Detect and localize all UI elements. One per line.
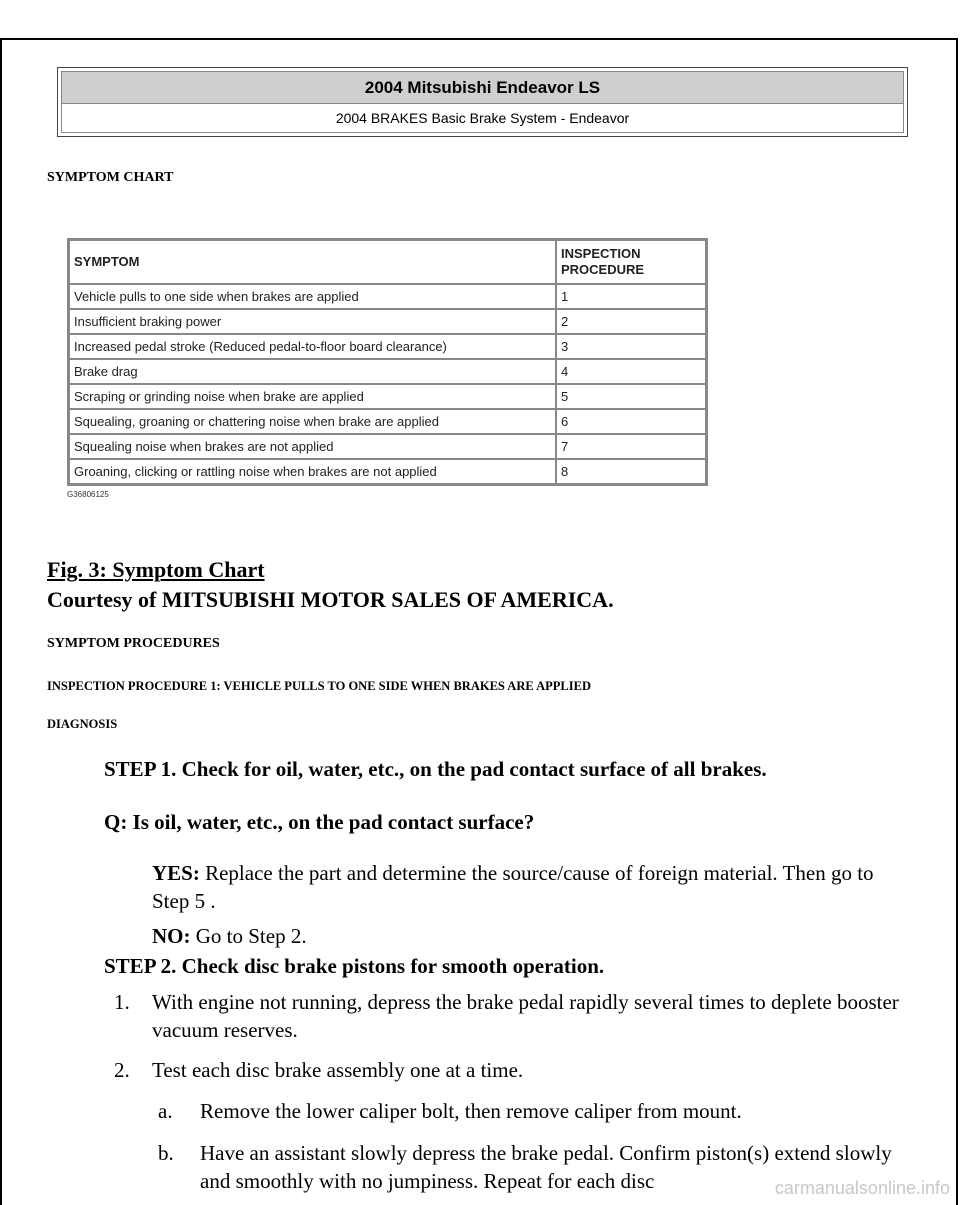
procedure-cell: 1 bbox=[556, 284, 707, 309]
procedure-cell: 7 bbox=[556, 434, 707, 459]
diagnosis-heading: DIAGNOSIS bbox=[47, 717, 118, 731]
procedure-cell: 3 bbox=[556, 334, 707, 359]
table-row bbox=[69, 459, 707, 485]
symptom-procedures-heading: SYMPTOM PROCEDURES bbox=[47, 636, 220, 651]
column-header-procedure: INSPECTION PROCEDURE bbox=[556, 240, 707, 285]
procedure-cell: 2 bbox=[556, 309, 707, 334]
table-row bbox=[69, 309, 707, 334]
symptom-cell: Scraping or grinding noise when brake are applied bbox=[69, 384, 557, 409]
table-row bbox=[69, 434, 707, 459]
step-2-title: STEP 2. Check disc brake pistons for smooth operation. bbox=[104, 954, 605, 978]
list-item-text: Test each disc brake assembly one at a time. bbox=[152, 1058, 524, 1082]
sub-list-item-letter: a. bbox=[158, 1099, 173, 1123]
symptom-chart-figure bbox=[67, 238, 708, 499]
section-subtitle: 2004 BRAKES Basic Brake System - Endeavor bbox=[335, 110, 630, 126]
procedure-cell: 6 bbox=[556, 409, 707, 434]
symptom-chart-heading: SYMPTOM CHART bbox=[47, 170, 174, 185]
table-row bbox=[69, 284, 707, 309]
document-header bbox=[57, 67, 908, 137]
list-item-text: With engine not running, depress the brake pedal rapidly several times to deplete booster vacuum reserves. bbox=[152, 990, 899, 1042]
table-header-row bbox=[69, 240, 707, 285]
sub-list-item-text: Have an assistant slowly depress the brake pedal. Confirm piston(s) extend slowly and smoothly with no jumpiness. Repeat for each disc bbox=[200, 1141, 892, 1193]
figure-title-link[interactable]: Fig. 3: Symptom Chart bbox=[47, 557, 265, 582]
procedure-cell: 4 bbox=[556, 359, 707, 384]
vehicle-title: 2004 Mitsubishi Endeavor LS bbox=[62, 72, 903, 104]
column-header-symptom: SYMPTOM bbox=[69, 240, 557, 285]
yes-text: Replace the part and determine the source/cause of foreign material. Then go to Step 5 . bbox=[152, 861, 874, 913]
watermark: carmanualsonline.info bbox=[774, 1178, 950, 1198]
sub-list-item-letter: b. bbox=[158, 1141, 174, 1165]
list-item bbox=[114, 988, 904, 1048]
table-row bbox=[69, 359, 707, 384]
sub-list-item-text: Remove the lower caliper bolt, then remove caliper from mount. bbox=[200, 1099, 742, 1123]
figure-courtesy: Courtesy of MITSUBISHI MOTOR SALES OF AMERICA. bbox=[47, 587, 614, 612]
symptom-cell: Squealing, groaning or chattering noise when brake are applied bbox=[69, 409, 557, 434]
inspection-procedure-heading: INSPECTION PROCEDURE 1: VEHICLE PULLS TO ONE SIDE WHEN BRAKES ARE APPLIED bbox=[47, 679, 591, 693]
list-item-number: 2. bbox=[114, 1058, 130, 1082]
symptom-cell: Increased pedal stroke (Reduced pedal-to-floor board clearance) bbox=[69, 334, 557, 359]
symptom-table bbox=[67, 238, 708, 486]
yes-label: YES: bbox=[152, 861, 200, 885]
step-1-question: Q: Is oil, water, etc., on the pad contact surface? bbox=[104, 810, 535, 834]
symptom-cell: Vehicle pulls to one side when brakes are applied bbox=[69, 284, 557, 309]
list-item bbox=[114, 1056, 904, 1086]
sub-list-item bbox=[158, 1097, 908, 1127]
symptom-cell: Brake drag bbox=[69, 359, 557, 384]
no-label: NO: bbox=[152, 924, 191, 948]
table-row bbox=[69, 409, 707, 434]
figure-caption bbox=[47, 555, 614, 615]
step-1-yes-answer bbox=[152, 859, 912, 915]
figure-id: G36806125 bbox=[67, 490, 109, 499]
symptom-cell: Groaning, clicking or rattling noise when brakes are not applied bbox=[69, 459, 557, 485]
step-1-no-answer bbox=[152, 922, 912, 950]
procedure-cell: 8 bbox=[556, 459, 707, 485]
symptom-cell: Insufficient braking power bbox=[69, 309, 557, 334]
table-row bbox=[69, 334, 707, 359]
no-text: Go to Step 2. bbox=[190, 924, 307, 948]
step-1-title: STEP 1. Check for oil, water, etc., on the pad contact surface of all brakes. bbox=[104, 757, 767, 781]
table-row bbox=[69, 384, 707, 409]
list-item-number: 1. bbox=[114, 990, 130, 1014]
symptom-cell: Squealing noise when brakes are not applied bbox=[69, 434, 557, 459]
document-header-inner bbox=[61, 71, 904, 133]
procedure-cell: 5 bbox=[556, 384, 707, 409]
